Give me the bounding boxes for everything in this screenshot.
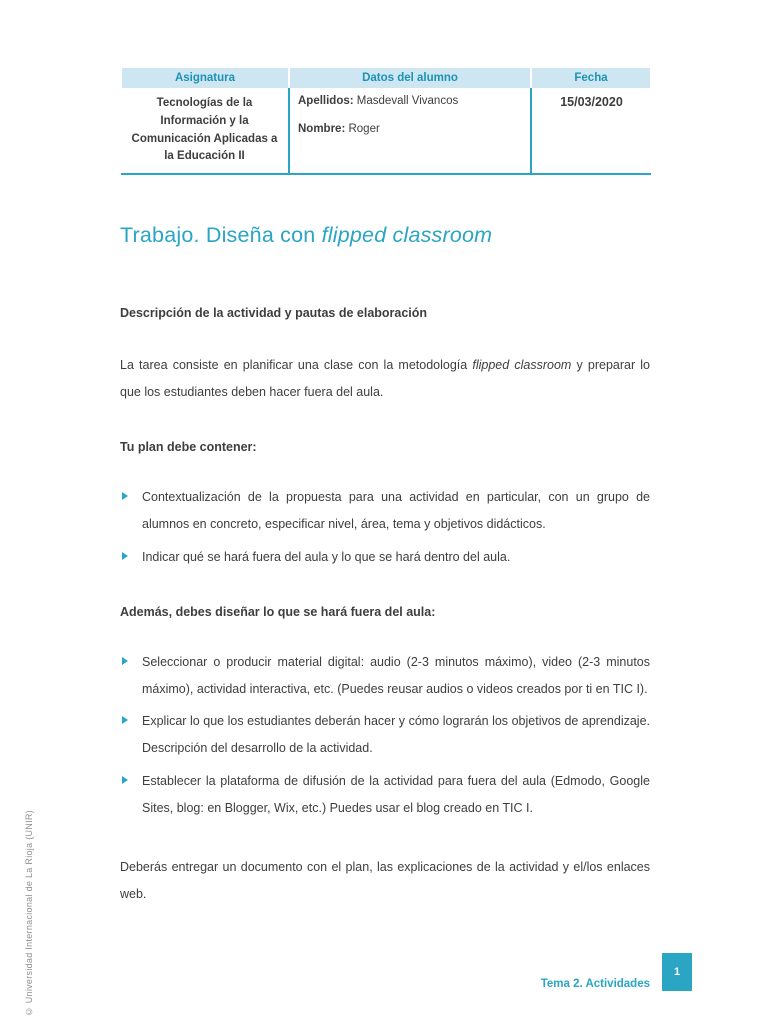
bullet-triangle-icon	[122, 776, 128, 784]
datos-alumno-cell	[289, 88, 531, 174]
bullet-triangle-icon	[122, 552, 128, 560]
ademas-bullet-list	[120, 649, 650, 822]
bullet-text: Seleccionar o producir material digital: audio (2-3 minutos máximo), video (2-3 minutos máximo), actividad interactiva, etc. (Puedes reusar audios o videos creados por ti en TIC I).	[142, 654, 650, 696]
list-item	[120, 649, 650, 703]
intro-part1: La tarea consiste en planificar una clase con la metodología	[120, 358, 473, 373]
bullet-text: Contextualización de la propuesta para una actividad en particular, con un grupo de alumnos en concreto, especificar nivel, área, tema y objetivos didácticos.	[142, 490, 650, 531]
intro-part2: y preparar lo que los estudiantes deben hacer fuera del aula.	[120, 358, 650, 400]
copyright-vertical-text: © Universidad Internacional de La Rioja (UNIR)	[24, 809, 34, 1016]
nombre-line	[298, 123, 522, 135]
bullet-triangle-icon	[122, 492, 128, 500]
student-header-table	[120, 68, 652, 175]
intro-paragraph	[120, 352, 650, 406]
bullet-triangle-icon	[122, 657, 128, 665]
apellidos-value: Masdevall Vivancos	[356, 95, 459, 107]
document-title-normal: Trabajo. Diseña con	[120, 223, 322, 248]
bullet-triangle-icon	[122, 716, 128, 724]
column-header-asignatura: Asignatura	[121, 68, 289, 88]
apellidos-label: Apellidos:	[298, 95, 354, 107]
plan-heading: Tu plan debe contener:	[120, 440, 257, 454]
intro-italic: flipped classroom	[472, 358, 572, 373]
bullet-text: Indicar qué se hará fuera del aula y lo que se hará dentro del aula.	[142, 549, 511, 564]
column-header-fecha: Fecha	[531, 68, 651, 88]
fecha-cell: 15/03/2020	[531, 88, 651, 174]
bullet-text: Establecer la plataforma de difusión de la actividad para fuera del aula (Edmodo, Google Sites, blog: en Blogger, Wix, etc.) Puedes usar el blog creado en TIC I.	[142, 774, 650, 815]
section-subtitle: Descripción de la actividad y pautas de elaboración	[120, 306, 428, 321]
page-content	[120, 68, 650, 908]
nombre-label: Nombre:	[298, 123, 346, 135]
page-number-badge: 1	[662, 953, 692, 991]
apellidos-line	[298, 95, 522, 107]
document-title-italic: flipped classroom	[321, 223, 493, 248]
list-item	[120, 768, 650, 822]
asignatura-cell: Tecnologías de la Información y la Comunicación Aplicadas a la Educación II	[121, 88, 289, 174]
footer-topic-label: Tema 2. Actividades	[540, 978, 650, 990]
ademas-heading: Además, debes diseñar lo que se hará fuera del aula:	[120, 604, 436, 619]
bullet-text: Explicar lo que los estudiantes deberán hacer y cómo lograrán los objetivos de aprendizaje. Descripción del desarrollo de la actividad.	[142, 714, 650, 756]
document-title	[120, 223, 650, 248]
closing-paragraph: Deberás entregar un documento con el plan, las explicaciones de la actividad y el/los enlaces web.	[120, 859, 650, 901]
nombre-value: Roger	[348, 123, 380, 135]
list-item	[120, 708, 650, 762]
column-header-datos-alumno: Datos del alumno	[289, 68, 531, 88]
list-item	[120, 484, 650, 538]
plan-bullet-list	[120, 484, 650, 571]
list-item	[120, 544, 650, 571]
